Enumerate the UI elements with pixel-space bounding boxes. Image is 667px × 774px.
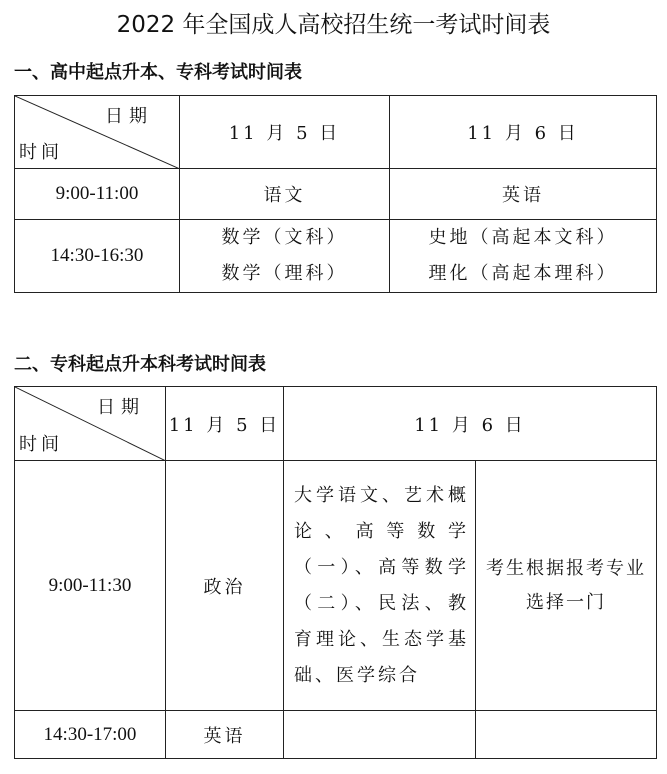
- date-header: 11 月 6 日: [284, 387, 657, 461]
- date-header: 11 月 6 日: [390, 96, 657, 169]
- corner-header: [15, 96, 180, 169]
- note-cell: 考生根据报考专业选择一门: [476, 461, 657, 711]
- date-header: 11 月 5 日: [166, 387, 284, 461]
- date-header: 11 月 5 日: [180, 96, 390, 169]
- subject-cell: [180, 220, 390, 293]
- subject-cell: 政治: [166, 461, 284, 711]
- subject-line: 理化（高起本理科）: [428, 263, 618, 284]
- subject-list-cell: 大学语文、艺术概论、高等数学（一）、高等数学（二）、民法、教育理论、生态学基础、医学综合: [284, 461, 476, 711]
- subject-cell: 英语: [166, 711, 284, 759]
- time-cell: 14:30-17:00: [15, 711, 166, 759]
- corner-header: [15, 387, 166, 461]
- time-label: 时间: [19, 434, 63, 455]
- subject-cell: [390, 220, 657, 293]
- section2-heading: 二、专科起点升本科考试时间表: [14, 354, 266, 375]
- date-label: 日期: [105, 106, 153, 127]
- empty-cell: [476, 711, 657, 759]
- date-label: 日期: [97, 397, 145, 418]
- subject-line: 史地（高起本文科）: [428, 227, 618, 248]
- subject-line: 数学（理科）: [221, 263, 348, 284]
- schedule-table-2: [14, 386, 657, 759]
- subject-cell: 语文: [180, 169, 390, 220]
- subject-cell: 英语: [390, 169, 657, 220]
- page-title: 2022 年全国成人高校招生统一考试时间表: [116, 12, 551, 38]
- time-cell: 9:00-11:30: [15, 461, 166, 711]
- empty-cell: [284, 711, 476, 759]
- subject-line: 数学（文科）: [221, 227, 348, 248]
- time-label: 时间: [19, 142, 63, 163]
- section1-heading: 一、高中起点升本、专科考试时间表: [14, 62, 302, 83]
- schedule-table-1: [14, 95, 657, 293]
- time-cell: 9:00-11:00: [15, 169, 180, 220]
- time-cell: 14:30-16:30: [15, 220, 180, 293]
